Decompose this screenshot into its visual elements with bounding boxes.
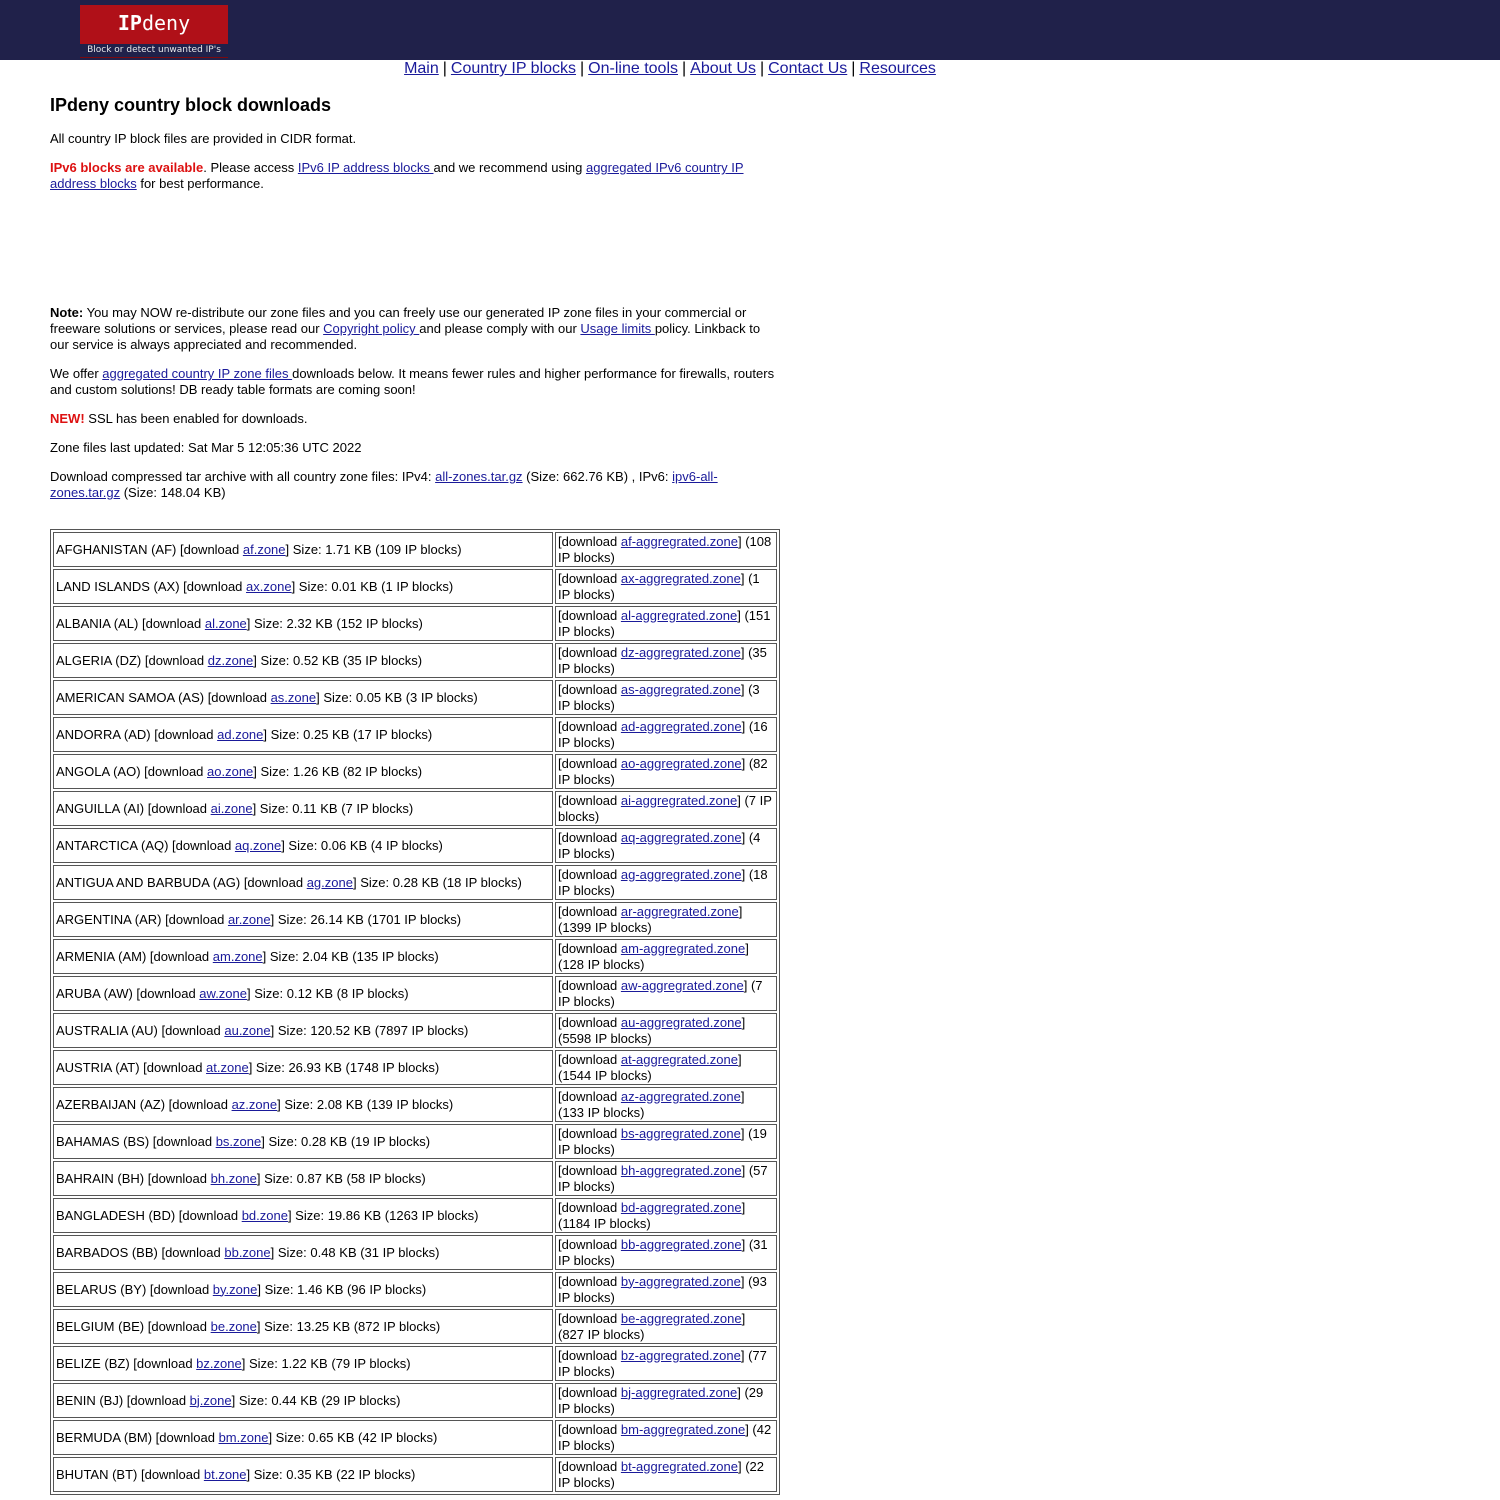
aggregated-zone-link[interactable]: bt-aggregrated.zone — [620, 1458, 738, 1474]
ipv6-all-zones-archive-link[interactable]: ipv6-all-zones.tar.gz — [50, 469, 718, 500]
download-label: [download — [558, 903, 621, 919]
table-row — [53, 1457, 777, 1492]
nav-link-about-us[interactable]: About Us — [690, 60, 756, 77]
download-label: [download — [558, 755, 621, 771]
table-row — [53, 902, 777, 937]
aggregated-cell — [555, 976, 777, 1011]
aggregated-cell — [555, 1383, 777, 1418]
table-row — [53, 1124, 777, 1159]
note-text: policy. Linkback to our service is always appreciated and recommended. — [50, 321, 761, 352]
country-name: AMERICAN SAMOA (AS) [download — [56, 689, 271, 705]
download-label: [download — [558, 1310, 621, 1326]
ipv6-paragraph — [50, 160, 780, 192]
zone-size-text: ] Size: 0.28 KB (18 IP blocks) — [352, 874, 522, 890]
aggregated-blocks-text: ] (31 IP blocks) — [558, 1236, 768, 1268]
country-name: BAHAMAS (BS) [download — [56, 1133, 216, 1149]
zone-file-link[interactable]: as.zone — [270, 689, 317, 705]
all-zones-archive-link[interactable]: all-zones.tar.gz — [435, 469, 523, 484]
aggregated-zone-link[interactable]: af-aggregrated.zone — [620, 533, 738, 549]
zone-size-text: ] Size: 0.35 KB (22 IP blocks) — [246, 1466, 416, 1482]
main-content — [50, 96, 780, 1495]
zone-file-link[interactable]: bb.zone — [224, 1244, 271, 1260]
download-label: [download — [558, 1125, 621, 1141]
aggregated-cell — [555, 1235, 777, 1270]
nav-link-main[interactable]: Main — [404, 60, 439, 77]
table-row — [53, 1087, 777, 1122]
download-label: [download — [558, 681, 621, 697]
aggregated-zone-link[interactable]: bh-aggregrated.zone — [620, 1162, 742, 1178]
country-cell — [53, 643, 553, 678]
aggregated-cell — [555, 717, 777, 752]
download-label: [download — [558, 570, 621, 586]
nav-separator: | — [580, 60, 585, 77]
zone-size-text: ] Size: 0.52 KB (35 IP blocks) — [253, 652, 423, 668]
aggregated-zone-link[interactable]: dz-aggregrated.zone — [620, 644, 741, 660]
archive-paragraph — [50, 469, 780, 501]
country-blocks-table — [50, 529, 780, 1495]
aggregated-zone-link[interactable]: aw-aggregrated.zone — [620, 977, 744, 993]
country-cell — [53, 976, 553, 1011]
download-label: [download — [558, 1088, 621, 1104]
zone-size-text: ] Size: 0.11 KB (7 IP blocks) — [252, 800, 414, 816]
table-row — [53, 1050, 777, 1085]
ipv6-text: for best performance. — [136, 176, 264, 191]
download-label: [download — [558, 1236, 621, 1252]
aggregated-blocks-text: ] (133 IP blocks) — [558, 1088, 745, 1120]
table-row — [53, 717, 777, 752]
download-label: [download — [558, 644, 621, 660]
aggregated-cell — [555, 532, 777, 567]
ssl-text: SSL has been enabled for downloads. — [84, 411, 308, 426]
country-cell — [53, 865, 553, 900]
download-label: [download — [558, 533, 621, 549]
aggregated-cell — [555, 680, 777, 715]
zone-size-text: ] Size: 13.25 KB (872 IP blocks) — [256, 1318, 441, 1334]
download-label: [download — [558, 977, 621, 993]
aggregated-blocks-text: ] (1544 IP blocks) — [558, 1051, 742, 1083]
nav-separator: | — [682, 60, 687, 77]
zone-file-link[interactable]: bd.zone — [241, 1207, 288, 1223]
zone-size-text: ] Size: 0.87 KB (58 IP blocks) — [256, 1170, 426, 1186]
zone-size-text: ] Size: 1.71 KB (109 IP blocks) — [285, 541, 462, 557]
usage-limits-link[interactable]: Usage limits — [580, 321, 655, 336]
aggregated-zone-link[interactable]: by-aggregrated.zone — [620, 1273, 741, 1289]
zone-file-link[interactable]: al.zone — [204, 615, 247, 631]
aggregated-blocks-text: ] (18 IP blocks) — [558, 866, 768, 898]
table-row — [53, 939, 777, 974]
nav-separator: | — [442, 60, 447, 77]
aggregated-zone-link[interactable]: ad-aggregrated.zone — [620, 718, 742, 734]
country-name: ARGENTINA (AR) [download — [56, 911, 228, 927]
aggregated-cell — [555, 1050, 777, 1085]
country-cell — [53, 828, 553, 863]
aggregated-blocks-text: ] (22 IP blocks) — [558, 1458, 764, 1490]
country-name: ANDORRA (AD) [download — [56, 726, 218, 742]
country-cell — [53, 717, 553, 752]
aggregated-cell — [555, 939, 777, 974]
ipv6-text: and we recommend using — [433, 160, 586, 175]
aggregated-blocks-text: ] (128 IP blocks) — [558, 940, 749, 972]
note-text: and please comply with our — [419, 321, 581, 336]
aggregated-cell — [555, 791, 777, 826]
zone-size-text: ] Size: 0.05 KB (3 IP blocks) — [316, 689, 478, 705]
aggregated-blocks-text: ] (42 IP blocks) — [558, 1421, 772, 1453]
aggregated-zone-link[interactable]: ar-aggregrated.zone — [620, 903, 739, 919]
country-name: ANTIGUA AND BARBUDA (AG) [download — [56, 874, 307, 890]
country-cell — [53, 1235, 553, 1270]
zone-file-link[interactable]: ar.zone — [227, 911, 271, 927]
aggregated-zone-link[interactable]: bj-aggregrated.zone — [620, 1384, 738, 1400]
aggregated-blocks-text: ] (77 IP blocks) — [558, 1347, 767, 1379]
zone-size-text: ] Size: 2.08 KB (139 IP blocks) — [277, 1096, 454, 1112]
zone-size-text: ] Size: 1.22 KB (79 IP blocks) — [241, 1355, 411, 1371]
aggregated-zone-link[interactable]: aq-aggregrated.zone — [620, 829, 742, 845]
new-badge: NEW! — [50, 411, 85, 426]
zone-size-text: ] Size: 26.14 KB (1701 IP blocks) — [270, 911, 462, 927]
country-name: AZERBAIJAN (AZ) [download — [56, 1096, 232, 1112]
aggregated-blocks-text: ] (1399 IP blocks) — [558, 903, 743, 935]
country-cell — [53, 532, 553, 567]
download-label: [download — [558, 1273, 621, 1289]
zone-file-link[interactable]: au.zone — [224, 1022, 271, 1038]
zone-file-link[interactable]: ad.zone — [217, 726, 264, 742]
table-row — [53, 791, 777, 826]
aggregated-cell — [555, 1346, 777, 1381]
aggregated-cell — [555, 865, 777, 900]
download-label: [download — [558, 829, 621, 845]
table-row — [53, 754, 777, 789]
aggregated-zone-link[interactable]: at-aggregrated.zone — [620, 1051, 738, 1067]
aggregated-zone-link[interactable]: bb-aggregrated.zone — [620, 1236, 742, 1252]
aggregated-cell — [555, 902, 777, 937]
country-blocks-body — [53, 532, 777, 1492]
ipv6-blocks-link[interactable]: IPv6 IP address blocks — [297, 160, 434, 175]
archive-text: (Size: 662.76 KB) , IPv6: — [522, 469, 673, 484]
offer-text: We offer — [50, 366, 103, 381]
aggregated-blocks-text: ] (5598 IP blocks) — [558, 1014, 746, 1046]
zone-file-link[interactable]: aq.zone — [234, 837, 282, 853]
zone-file-link[interactable]: am.zone — [212, 948, 263, 964]
country-name: AUSTRIA (AT) [download — [56, 1059, 207, 1075]
download-label: [download — [558, 1051, 621, 1067]
zone-file-link[interactable]: at.zone — [206, 1059, 249, 1075]
country-name: ALGERIA (DZ) [download — [56, 652, 208, 668]
aggregated-zone-link[interactable]: ai-aggregrated.zone — [620, 792, 738, 808]
zone-size-text: ] Size: 0.06 KB (4 IP blocks) — [281, 837, 443, 853]
archive-text: Download compressed tar archive with all country zone files: IPv4: — [50, 469, 436, 484]
country-name: BELARUS (BY) [download — [56, 1281, 213, 1297]
table-row — [53, 1013, 777, 1048]
country-cell — [53, 1087, 553, 1122]
zone-file-link[interactable]: bt.zone — [203, 1466, 247, 1482]
aggregated-blocks-text: ] (1184 IP blocks) — [558, 1199, 746, 1231]
aggregated-zone-link[interactable]: az-aggregrated.zone — [620, 1088, 741, 1104]
download-label: [download — [558, 607, 621, 623]
country-cell — [53, 569, 553, 604]
country-cell — [53, 680, 553, 715]
table-row — [53, 828, 777, 863]
country-cell — [53, 1050, 553, 1085]
logo-wordmark: IPdeny — [117, 11, 191, 35]
top-navigation — [0, 60, 1340, 78]
nav-link-contact-us[interactable]: Contact Us — [768, 60, 848, 77]
country-name: AFGHANISTAN (AF) [download — [56, 541, 243, 557]
country-cell — [53, 791, 553, 826]
country-name: BERMUDA (BM) [download — [56, 1429, 219, 1445]
country-cell — [53, 1161, 553, 1196]
aggregated-cell — [555, 754, 777, 789]
table-row — [53, 606, 777, 641]
country-name: ARMENIA (AM) [download — [56, 948, 213, 964]
ipv6-highlight: IPv6 blocks are available — [50, 160, 204, 175]
zone-size-text: ] Size: 0.44 KB (29 IP blocks) — [231, 1392, 401, 1408]
aggregated-cell — [555, 606, 777, 641]
country-name: BELIZE (BZ) [download — [56, 1355, 197, 1371]
aggregated-zone-link[interactable]: as-aggregrated.zone — [620, 681, 741, 697]
country-name: ANGUILLA (AI) [download — [56, 800, 211, 816]
zone-size-text: ] Size: 19.86 KB (1263 IP blocks) — [287, 1207, 479, 1223]
aggregated-zone-link[interactable]: au-aggregrated.zone — [620, 1014, 742, 1030]
download-label: [download — [558, 1199, 621, 1215]
note-label: Note: — [50, 305, 84, 320]
zone-file-link[interactable]: aw.zone — [199, 985, 247, 1001]
ad-space — [50, 205, 780, 305]
aggregated-blocks-text: ] (151 IP blocks) — [558, 607, 771, 639]
table-row — [53, 1198, 777, 1233]
zone-file-link[interactable]: ag.zone — [306, 874, 353, 890]
aggregated-cell — [555, 569, 777, 604]
country-cell — [53, 754, 553, 789]
zone-size-text: ] Size: 0.01 KB (1 IP blocks) — [291, 578, 454, 594]
aggregated-zone-link[interactable]: al-aggregrated.zone — [620, 607, 738, 623]
country-name: BHUTAN (BT) [download — [56, 1466, 204, 1482]
zone-file-link[interactable]: bm.zone — [218, 1429, 269, 1445]
offer-text: downloads below. It means fewer rules and higher performance for firewalls, routers and custom solutions! DB ready table formats are coming soon! — [50, 366, 775, 397]
table-row — [53, 1235, 777, 1270]
aggregated-zone-link[interactable]: bm-aggregrated.zone — [620, 1421, 746, 1437]
aggregated-cell — [555, 1013, 777, 1048]
table-row — [53, 1161, 777, 1196]
country-cell — [53, 1013, 553, 1048]
zone-file-link[interactable]: af.zone — [242, 541, 286, 557]
download-label: [download — [558, 718, 621, 734]
intro-text: All country IP block files are provided in CIDR format. — [50, 131, 357, 146]
aggregated-cell — [555, 1309, 777, 1344]
table-row — [53, 1383, 777, 1418]
aggregated-cell — [555, 828, 777, 863]
country-cell — [53, 1272, 553, 1307]
aggregated-cell — [555, 1161, 777, 1196]
ssl-paragraph — [50, 411, 780, 427]
country-cell — [53, 1383, 553, 1418]
aggregated-blocks-text: ] (7 IP blocks) — [558, 792, 772, 824]
table-row — [53, 1309, 777, 1344]
zone-size-text: ] Size: 2.32 KB (152 IP blocks) — [246, 615, 423, 631]
table-row — [53, 643, 777, 678]
site-header — [0, 0, 1500, 60]
aggregated-blocks-text: ] (29 IP blocks) — [558, 1384, 764, 1416]
zone-size-text: ] Size: 26.93 KB (1748 IP blocks) — [248, 1059, 440, 1075]
zone-file-link[interactable]: dz.zone — [207, 652, 254, 668]
aggregated-ipv6-link[interactable]: aggregated IPv6 country IP address blocks — [50, 160, 744, 191]
aggregated-blocks-text: ] (82 IP blocks) — [558, 755, 768, 787]
nav-separator: | — [851, 60, 856, 77]
table-row — [53, 569, 777, 604]
country-cell — [53, 1457, 553, 1492]
nav-link-online-tools[interactable]: On-line tools — [588, 60, 678, 77]
table-row — [53, 865, 777, 900]
zone-file-link[interactable]: bh.zone — [210, 1170, 257, 1186]
page-title: IPdeny country block downloads — [50, 95, 332, 115]
aggregated-blocks-text: ] (4 IP blocks) — [558, 829, 761, 861]
country-name: ARUBA (AW) [download — [56, 985, 200, 1001]
country-name: ALBANIA (AL) [download — [56, 615, 205, 631]
zone-file-link[interactable]: ao.zone — [207, 763, 254, 779]
country-cell — [53, 1124, 553, 1159]
aggregated-blocks-text: ] (827 IP blocks) — [558, 1310, 746, 1342]
aggregated-zone-link[interactable]: bd-aggregrated.zone — [620, 1199, 742, 1215]
country-name: BARBADOS (BB) [download — [56, 1244, 225, 1260]
nav-link-resources[interactable]: Resources — [859, 60, 936, 77]
ipdeny-logo[interactable] — [80, 5, 228, 58]
aggregated-blocks-text: ] (93 IP blocks) — [558, 1273, 767, 1305]
note-paragraph — [50, 305, 780, 353]
table-row — [53, 1346, 777, 1381]
country-name: BAHRAIN (BH) [download — [56, 1170, 211, 1186]
country-name: AUSTRALIA (AU) [download — [56, 1022, 225, 1038]
table-row — [53, 1420, 777, 1455]
zone-file-link[interactable]: ax.zone — [246, 578, 292, 594]
aggregated-blocks-text: ] (1 IP blocks) — [558, 570, 760, 602]
zone-file-link[interactable]: bj.zone — [189, 1392, 232, 1408]
country-cell — [53, 1198, 553, 1233]
download-label: [download — [558, 1347, 621, 1363]
aggregated-blocks-text: ] (35 IP blocks) — [558, 644, 767, 676]
aggregated-cell — [555, 1198, 777, 1233]
zone-file-link[interactable]: bs.zone — [215, 1133, 262, 1149]
zone-size-text: ] Size: 2.04 KB (135 IP blocks) — [262, 948, 439, 964]
zone-size-text: ] Size: 1.46 KB (96 IP blocks) — [257, 1281, 427, 1297]
country-name: LAND ISLANDS (AX) [download — [56, 578, 247, 594]
aggregated-cell — [555, 1457, 777, 1492]
aggregated-zone-link[interactable]: bz-aggregrated.zone — [620, 1347, 741, 1363]
aggregated-cell — [555, 1124, 777, 1159]
aggregated-zone-link[interactable]: ao-aggregrated.zone — [620, 755, 742, 771]
zone-size-text: ] Size: 0.25 KB (17 IP blocks) — [263, 726, 433, 742]
aggregated-zone-link[interactable]: ax-aggregrated.zone — [620, 570, 741, 586]
country-cell — [53, 606, 553, 641]
aggregated-cell — [555, 1420, 777, 1455]
table-row — [53, 532, 777, 567]
download-label: [download — [558, 1162, 621, 1178]
zone-file-link[interactable]: ai.zone — [210, 800, 253, 816]
aggregated-blocks-text: ] (57 IP blocks) — [558, 1162, 768, 1194]
country-cell — [53, 902, 553, 937]
logo-tagline: Block or detect unwanted IP's — [80, 44, 228, 57]
download-label: [download — [558, 792, 621, 808]
country-cell — [53, 939, 553, 974]
download-label: [download — [558, 940, 621, 956]
zone-size-text: ] Size: 0.12 KB (8 IP blocks) — [247, 985, 409, 1001]
aggregated-cell — [555, 643, 777, 678]
aggregated-blocks-text: ] (3 IP blocks) — [558, 681, 760, 713]
country-cell — [53, 1420, 553, 1455]
aggregated-blocks-text: ] (108 IP blocks) — [558, 533, 772, 565]
download-label: [download — [558, 1384, 621, 1400]
ipv6-text: . Please access — [203, 160, 298, 175]
download-label: [download — [558, 866, 621, 882]
aggregated-zone-link[interactable]: be-aggregrated.zone — [620, 1310, 742, 1326]
zone-size-text: ] Size: 120.52 KB (7897 IP blocks) — [270, 1022, 469, 1038]
table-row — [53, 976, 777, 1011]
country-name: BELGIUM (BE) [download — [56, 1318, 211, 1334]
download-label: [download — [558, 1421, 621, 1437]
country-name: ANGOLA (AO) [download — [56, 763, 208, 779]
aggregated-zone-link[interactable]: am-aggregrated.zone — [620, 940, 746, 956]
aggregated-zone-files-link[interactable]: aggregated country IP zone files — [102, 366, 293, 381]
zone-file-link[interactable]: be.zone — [210, 1318, 257, 1334]
aggregated-blocks-text: ] (7 IP blocks) — [558, 977, 763, 1009]
zone-size-text: ] Size: 1.26 KB (82 IP blocks) — [253, 763, 423, 779]
table-row — [53, 1272, 777, 1307]
aggregated-blocks-text: ] (19 IP blocks) — [558, 1125, 767, 1157]
zone-size-text: ] Size: 0.28 KB (19 IP blocks) — [261, 1133, 431, 1149]
aggregated-cell — [555, 1272, 777, 1307]
aggregated-cell — [555, 1087, 777, 1122]
country-cell — [53, 1309, 553, 1344]
zone-file-link[interactable]: bz.zone — [196, 1355, 242, 1371]
zone-size-text: ] Size: 0.65 KB (42 IP blocks) — [268, 1429, 438, 1445]
nav-separator: | — [759, 60, 765, 77]
archive-text: (Size: 148.04 KB) — [120, 485, 226, 500]
country-cell — [53, 1346, 553, 1381]
copyright-policy-link[interactable]: Copyright policy — [323, 321, 420, 336]
zone-size-text: ] Size: 0.48 KB (31 IP blocks) — [270, 1244, 440, 1260]
country-name: BENIN (BJ) [download — [56, 1392, 190, 1408]
offer-paragraph — [50, 366, 780, 398]
aggregated-zone-link[interactable]: ag-aggregrated.zone — [620, 866, 742, 882]
country-name: BANGLADESH (BD) [download — [56, 1207, 242, 1223]
note-text: You may NOW re-distribute our zone files and you can freely use our generated IP zone files in your commercial or freeware solutions or services, please read our — [50, 305, 747, 336]
country-name: ANTARCTICA (AQ) [download — [56, 837, 235, 853]
aggregated-zone-link[interactable]: bs-aggregrated.zone — [620, 1125, 741, 1141]
download-label: [download — [558, 1014, 621, 1030]
zone-file-link[interactable]: by.zone — [212, 1281, 258, 1297]
nav-link-country-ip-blocks[interactable]: Country IP blocks — [450, 60, 577, 77]
table-row — [53, 680, 777, 715]
aggregated-blocks-text: ] (16 IP blocks) — [558, 718, 768, 750]
last-updated-text: Zone files last updated: Sat Mar 5 12:05:36 UTC 2022 — [50, 440, 362, 455]
download-label: [download — [558, 1458, 621, 1474]
zone-file-link[interactable]: az.zone — [231, 1096, 278, 1112]
